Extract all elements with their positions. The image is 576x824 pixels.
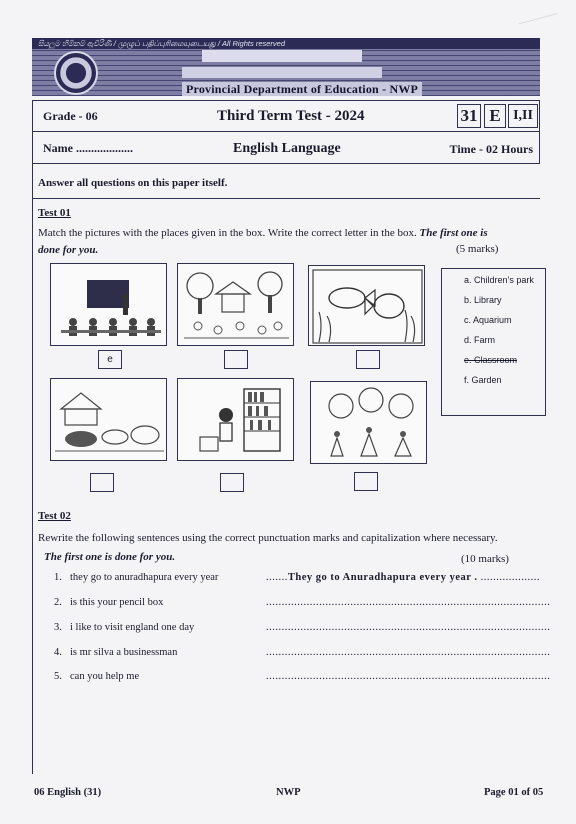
sentence-1-answer: They go to Anuradhapura every year . [287, 572, 478, 583]
sentence-1-number: 1. [54, 572, 62, 583]
option-c: c. Aquarium [464, 315, 512, 325]
sentence-2-answer-line[interactable]: ........................................................................................... [266, 597, 551, 608]
classroom-picture [50, 263, 167, 346]
sentence-2-number: 2. [54, 597, 62, 608]
option-e: e. Classroom [464, 355, 518, 365]
footer-subject-code: 06 English (31) [34, 787, 102, 798]
sentence-4-answer-line[interactable]: ........................................................................................... [266, 647, 551, 658]
sentence-1-answer-prefix: ....... [266, 572, 288, 583]
childrens-park-picture [177, 263, 294, 346]
sentence-4-text: is mr silva a businessman [70, 647, 178, 658]
grade-label: Grade - 06 [43, 109, 98, 123]
tamil-title-block [182, 67, 382, 78]
paper-code-part: I,II [508, 104, 538, 128]
general-instructions: Answer all questions on this paper itself. [38, 177, 228, 189]
sentence-3-text: i like to visit england one day [70, 622, 195, 633]
option-b: b. Library [464, 295, 502, 305]
option-d: d. Farm [464, 335, 496, 345]
sentence-5-number: 5. [54, 671, 62, 682]
answer-box-5[interactable] [220, 473, 244, 492]
footer-province: NWP [276, 787, 301, 798]
sentence-1-answer-line[interactable] [266, 572, 540, 583]
answer-box-3[interactable] [356, 350, 380, 369]
paper-code-letter: E [484, 104, 506, 128]
time-label: Time - 02 Hours [449, 142, 533, 156]
test1-instruction-text: Match the pictures with the places given in the box. Write the correct letter in the box. [38, 227, 417, 239]
sentence-2-text: is this your pencil box [70, 597, 164, 608]
test-title: Third Term Test - 2024 [217, 108, 365, 124]
answer-box-4[interactable] [90, 473, 114, 492]
margin-line [32, 164, 33, 774]
sinhala-title-block [202, 50, 362, 62]
department-title: Provincial Department of Education - NWP [182, 82, 422, 96]
exam-header [32, 100, 540, 164]
province-logo-icon [54, 51, 98, 95]
sentence-3-answer-line[interactable]: ........................................................................................... [266, 622, 551, 633]
aquarium-picture [308, 265, 425, 346]
sentence-5-text: can you help me [70, 671, 140, 682]
sentence-1-answer-suffix: ................... [477, 572, 540, 583]
answer-box-6[interactable] [354, 472, 378, 491]
answer-box-2[interactable] [224, 350, 248, 369]
answer-box-1[interactable]: e [98, 350, 122, 369]
sentence-1-text: they go to anuradhapura every year [70, 572, 219, 583]
header-divider [33, 131, 539, 132]
test1-heading: Test 01 [38, 207, 71, 219]
test1-instruction [38, 225, 508, 259]
sentence-3-number: 3. [54, 622, 62, 633]
library-picture [177, 378, 294, 461]
farm-picture [50, 378, 167, 461]
garden-picture [310, 381, 427, 464]
test2-heading: Test 02 [38, 510, 71, 522]
department-banner [32, 38, 540, 96]
footer-page-number: Page 01 of 05 [484, 787, 544, 798]
option-a: a. Children’s park [464, 275, 534, 285]
section-rule [32, 198, 540, 199]
places-option-box [441, 268, 546, 416]
subject-title: English Language [233, 141, 341, 156]
test2-instruction: Rewrite the following sentences using the correct punctuation marks and capitalization where necessary. [38, 532, 498, 544]
sentence-5-answer-line[interactable]: ........................................................................................... [266, 671, 551, 682]
rights-notice: සියලුම හිමිකම් ඇවිරිණි / முழுப் பதிப்புரிமையுடையது / All Rights reserved [38, 39, 285, 48]
name-field[interactable]: Name ................... [43, 141, 133, 155]
test2-example-note: The first one is done for you. [44, 551, 176, 563]
scan-mark [519, 13, 562, 38]
sentence-4-number: 4. [54, 647, 62, 658]
option-f: f. Garden [464, 375, 502, 385]
paper-code-number: 31 [457, 104, 481, 128]
test2-marks: (10 marks) [461, 553, 509, 565]
test1-marks: (5 marks) [456, 243, 499, 255]
test1-example-note: The first one is done for you. [38, 227, 488, 256]
